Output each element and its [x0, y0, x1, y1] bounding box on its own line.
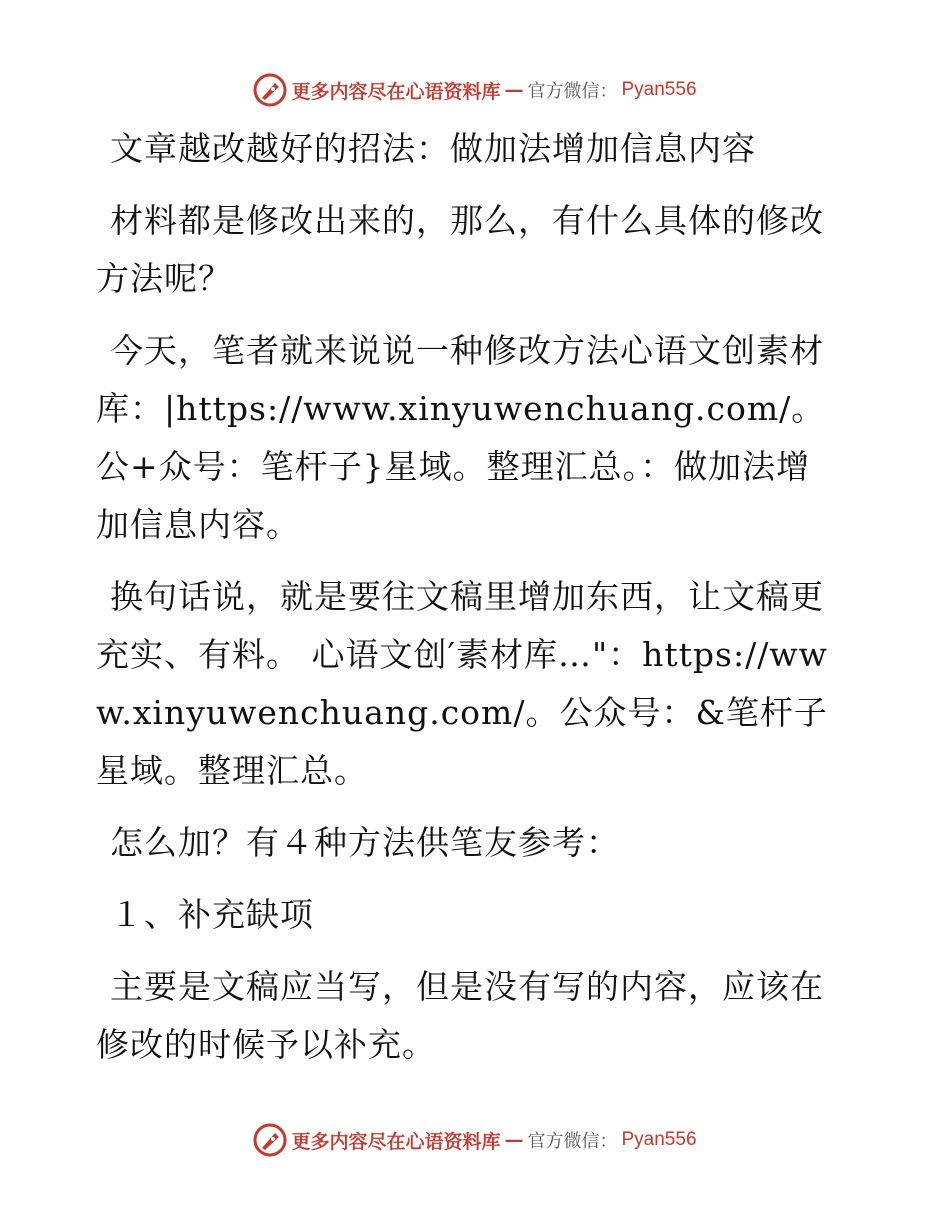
paragraph: 材料都是修改出来的，那么，有什么具体的修改方法呢？	[96, 201, 824, 298]
pen-nib-logo-icon	[253, 1123, 287, 1157]
footer-banner	[0, 1120, 950, 1160]
paragraph: 换句话说，就是要往文稿里增加东西，让文稿更充实、有料。 心语文创′素材库…"：https://www.xinyuwenchuang.com/。公众号：&笔杆子星域。整理汇总。	[96, 577, 828, 790]
header-banner	[0, 70, 950, 110]
banner-main-text: 更多内容尽在心语资料库	[291, 80, 501, 103]
paragraph: 怎么加？有４种方法供笔友参考：	[110, 823, 620, 862]
banner-dash: —	[504, 1129, 524, 1151]
pen-nib-logo-icon	[253, 73, 287, 107]
banner-main-text: 更多内容尽在心语资料库	[291, 1130, 501, 1153]
banner-wechat-id: Pyan556	[621, 79, 697, 100]
section-heading: １、补充缺项	[110, 895, 314, 934]
paragraph: 主要是文稿应当写，但是没有写的内容，应该在修改的时候予以补充。	[96, 967, 824, 1064]
banner-sub-text: 官方微信：	[527, 1131, 618, 1152]
document-title: 文章越改越好的招法：做加法增加信息内容	[110, 129, 756, 168]
banner-sub-text: 官方微信：	[527, 81, 618, 102]
paragraph: 今天，笔者就来说说一种修改方法心语文创素材库：|https://www.xinyuwenchuang.com/。公+众号：笔杆子}星域。整理汇总。：做加法增加信息内容。	[96, 331, 826, 544]
document-body	[96, 120, 836, 1088]
banner-wechat-id: Pyan556	[621, 1129, 697, 1150]
banner-dash: —	[504, 79, 524, 101]
